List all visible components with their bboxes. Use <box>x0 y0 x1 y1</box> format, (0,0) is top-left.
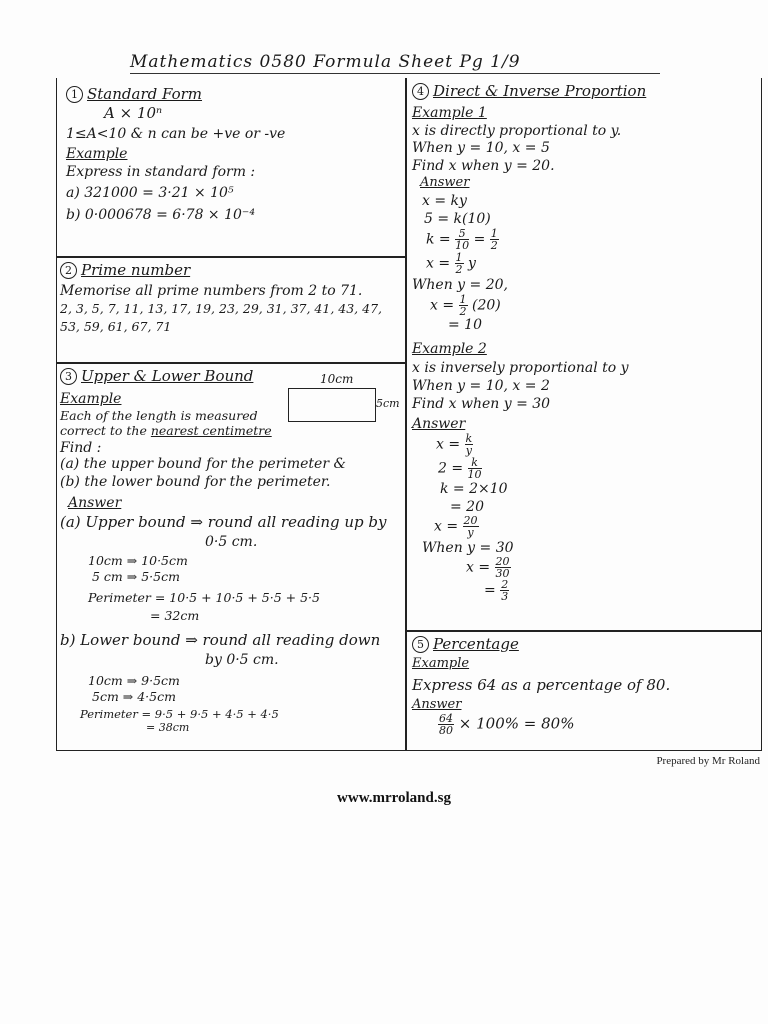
condition: 1≤A<10 & n can be +ve or -ve <box>66 125 286 142</box>
answer-label: Answer <box>420 174 470 190</box>
section-heading: Direct & Inverse Proportion <box>433 82 647 100</box>
prime-list-1: 2, 3, 5, 7, 11, 13, 17, 19, 23, 29, 31, 37, 41, 43, 47, <box>60 301 383 317</box>
prepared-by: Prepared by Mr Roland <box>656 755 760 767</box>
fraction: $\frac{k}{10}$ <box>467 456 482 482</box>
answer-label: Answer <box>412 697 462 713</box>
step-5: When y = 20, <box>412 276 508 293</box>
inverse-step-5: x = $\frac{20}{y}$ <box>434 513 478 539</box>
example-1-line-3: Find x when y = 20. <box>412 157 555 174</box>
section-number: 2 <box>60 262 77 279</box>
lower-result: = 38cm <box>146 720 190 734</box>
row-divider-1 <box>56 256 406 258</box>
inverse-step-2: 2 = $\frac{k}{10}$ <box>438 456 482 482</box>
instruction: Memorise all prime numbers from 2 to 71. <box>60 283 363 300</box>
inverse-step-8: = $\frac{2}{3}$ <box>484 577 509 603</box>
step-1: x = ky <box>422 192 467 209</box>
step-7: = 10 <box>448 316 482 333</box>
inverse-step-4: = 20 <box>450 498 484 515</box>
find-label: Find : <box>60 440 102 457</box>
rectangle-height-label: 5cm <box>376 397 400 410</box>
answer-2-label: Answer <box>412 416 466 433</box>
example-a: a) 321000 = 3·21 × 10⁵ <box>66 184 234 201</box>
website-link[interactable]: www.mrroland.sg <box>337 790 451 806</box>
inverse-step-6: When y = 30 <box>422 539 514 556</box>
upper-perimeter: Perimeter = 10·5 + 10·5 + 5·5 + 5·5 <box>88 589 320 605</box>
inverse-step-7: x = $\frac{20}{30}$ <box>466 554 510 580</box>
fraction: $\frac{1}{2}$ <box>490 226 498 252</box>
title-underline <box>130 73 660 74</box>
section-number: 3 <box>60 368 77 385</box>
upper-5cm: 5 cm ⇒ 5·5cm <box>92 569 180 585</box>
example-line: Express 64 as a percentage of 80. <box>412 676 671 695</box>
answer-b-amount: by 0·5 cm. <box>205 651 279 668</box>
lower-5cm: 5cm ⇒ 4·5cm <box>92 689 176 705</box>
example-label: Example <box>60 391 122 408</box>
fraction: $\frac{5}{10}$ <box>455 226 470 252</box>
inverse-step-1: x = $\frac{k}{y}$ <box>436 432 473 458</box>
lower-10cm: 10cm ⇒ 9·5cm <box>88 672 180 688</box>
answer-b: b) Lower bound ⇒ round all reading down <box>60 631 381 650</box>
section-heading: Standard Form <box>87 85 203 103</box>
question-a: (a) the upper bound for the perimeter & <box>60 456 346 473</box>
row-divider-3 <box>405 630 761 632</box>
fraction: $\frac{1}{2}$ <box>455 250 463 276</box>
fraction: $\frac{64}{80}$ <box>439 712 453 738</box>
section-heading: Upper & Lower Bound <box>81 367 254 385</box>
lower-perimeter: Perimeter = 9·5 + 9·5 + 4·5 + 4·5 <box>80 707 279 722</box>
example-line-2: correct to the nearest centimetre <box>60 422 272 438</box>
fraction: $\frac{1}{2}$ <box>459 292 467 318</box>
section-number: 1 <box>66 86 83 103</box>
inverse-step-3: k = 2×10 <box>440 481 508 498</box>
proportion-section <box>412 83 756 602</box>
example-1-line-1: x is directly proportional to y. <box>412 123 622 140</box>
example-line-1: Each of the length is measured <box>60 408 258 424</box>
fraction: $\frac{20}{30}$ <box>495 554 510 580</box>
section-heading: Percentage <box>433 635 519 653</box>
column-divider <box>405 78 407 751</box>
example-2-label: Example 2 <box>412 340 487 357</box>
page-title: Mathematics 0580 Formula Sheet Pg 1/9 <box>130 52 521 72</box>
answer-a-amount: 0·5 cm. <box>205 533 258 550</box>
example-1-line-2: When y = 10, x = 5 <box>412 140 550 157</box>
example-label: Example <box>412 656 470 672</box>
step-3: k = $\frac{5}{10}$ = $\frac{1}{2}$ <box>426 226 498 252</box>
example-2-line-2: When y = 10, x = 2 <box>412 378 550 395</box>
rectangle-width-label: 10cm <box>320 372 354 386</box>
example-b: b) 0·000678 = 6·78 × 10⁻⁴ <box>66 206 255 223</box>
fraction: $\frac{2}{3}$ <box>501 577 509 603</box>
percentage-section <box>412 636 756 736</box>
question-b: (b) the lower bound for the perimeter. <box>60 474 331 491</box>
answer-label: Answer <box>68 495 122 512</box>
standard-form-section <box>66 86 401 223</box>
prime-list-2: 53, 59, 61, 67, 71 <box>60 318 172 334</box>
example-label: Example <box>66 145 128 162</box>
fraction: $\frac{20}{y}$ <box>463 513 478 539</box>
step-4: x = $\frac{1}{2}$ y <box>426 250 476 276</box>
row-divider-2 <box>56 362 406 364</box>
upper-result: = 32cm <box>150 607 200 623</box>
prompt: Express in standard form : <box>66 163 256 180</box>
upper-10cm: 10cm ⇒ 10·5cm <box>88 552 188 568</box>
prime-number-section <box>60 262 402 334</box>
fraction: $\frac{k}{y}$ <box>465 432 473 458</box>
rectangle-figure <box>288 388 376 422</box>
section-heading: Prime number <box>81 261 191 279</box>
step-6: x = $\frac{1}{2}$ (20) <box>430 292 501 318</box>
formula: A × 10ⁿ <box>104 104 163 123</box>
section-number: 4 <box>412 83 429 100</box>
step-2: 5 = k(10) <box>424 210 491 227</box>
example-2-line-1: x is inversely proportional to y <box>412 360 629 377</box>
example-2-line-3: Find x when y = 30 <box>412 396 551 413</box>
answer-a: (a) Upper bound ⇒ round all reading up by <box>60 513 387 532</box>
answer-line: $\frac{64}{80}$ × 100% = 80% <box>439 712 575 738</box>
bounds-section <box>60 368 402 734</box>
example-1-label: Example 1 <box>412 105 487 122</box>
section-number: 5 <box>412 636 429 653</box>
